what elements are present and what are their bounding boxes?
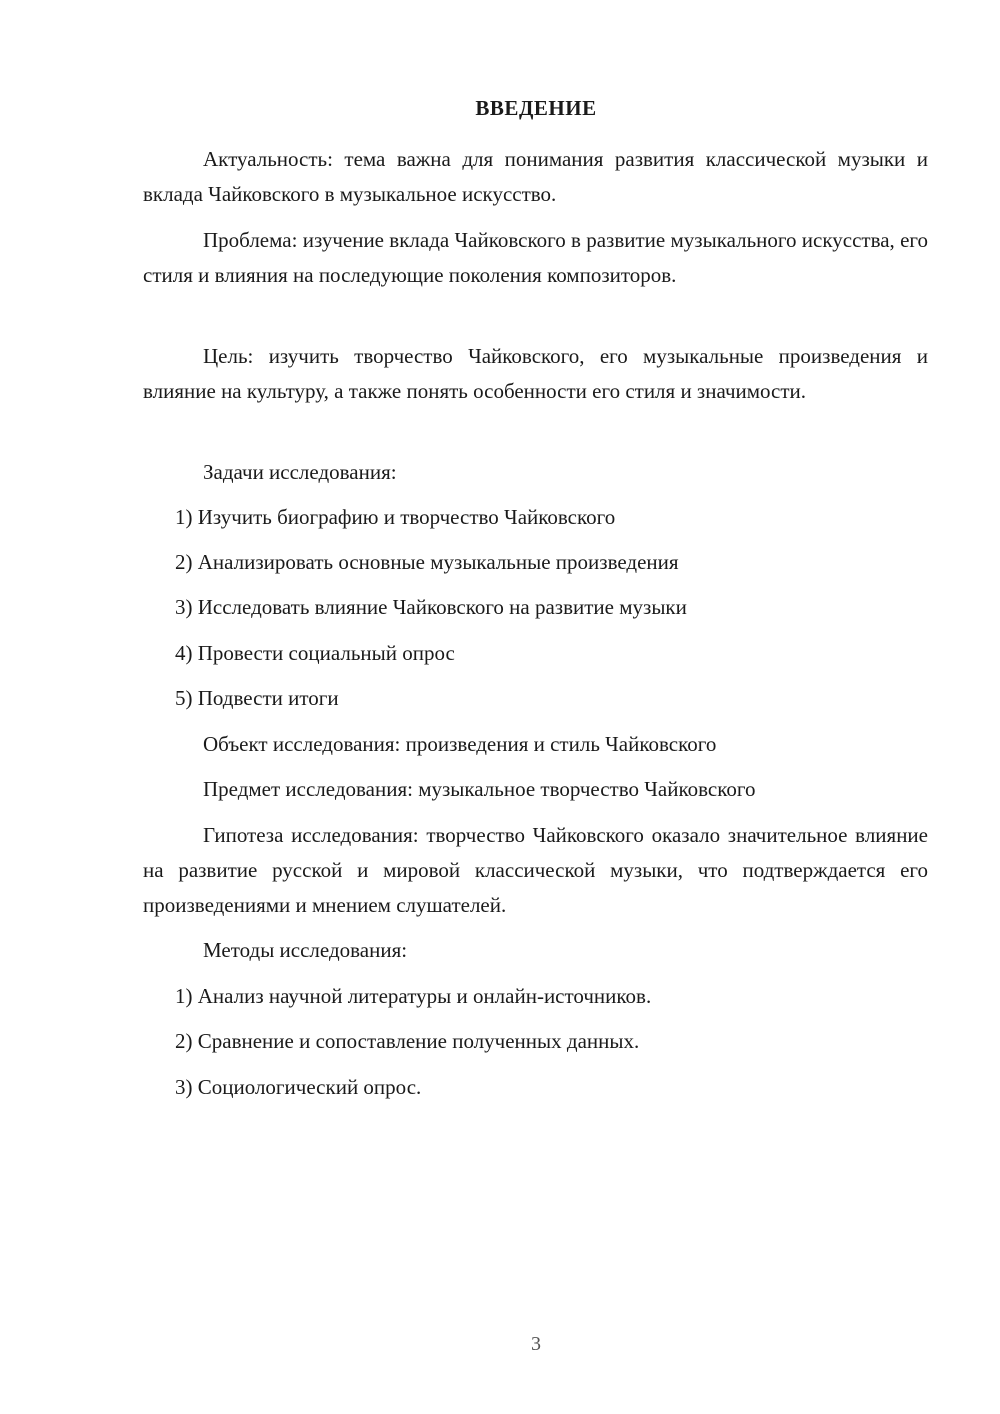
object-paragraph xyxy=(143,727,928,762)
goal-text: Цель: изучить творчество Чайковского, его музыкальные произведения и влияние на культуру, а также понять особенности его стиля и значимости. xyxy=(143,344,928,403)
goal-paragraph xyxy=(143,339,928,409)
task-item xyxy=(143,590,928,625)
page-number: 3 xyxy=(531,1333,541,1355)
hypothesis-text: Гипотеза исследования: творчество Чайковского оказало значительное влияние на развитие русской и мировой классической музыки, что подтверждается его произведениями и мнением слушателей. xyxy=(143,823,928,917)
hypothesis-paragraph xyxy=(143,818,928,923)
tasks-heading: Задачи исследования: xyxy=(203,460,397,484)
object-text: Объект исследования: произведения и стиль Чайковского xyxy=(203,732,717,756)
task-item-3: 3) Исследовать влияние Чайковского на развитие музыки xyxy=(175,595,687,619)
methods-heading: Методы исследования: xyxy=(203,938,408,962)
method-item-2: 2) Сравнение и сопоставление полученных данных. xyxy=(175,1029,640,1053)
method-item-1: 1) Анализ научной литературы и онлайн-источников. xyxy=(175,984,652,1008)
relevance-text: Актуальность: тема важна для понимания развития классической музыки и вклада Чайковского в музыкальное искусство. xyxy=(143,147,928,206)
tasks-section xyxy=(143,455,928,490)
task-item xyxy=(143,545,928,580)
subject-text: Предмет исследования: музыкальное творчество Чайковского xyxy=(203,777,756,801)
relevance-paragraph xyxy=(143,142,928,212)
task-item xyxy=(143,500,928,535)
task-item-5: 5) Подвести итоги xyxy=(175,686,339,710)
methods-section xyxy=(143,933,928,968)
task-item xyxy=(143,636,928,671)
page-title: ВВЕДЕНИЕ xyxy=(475,96,597,120)
task-item xyxy=(143,681,928,716)
method-item xyxy=(143,1024,928,1059)
problem-text: Проблема: изучение вклада Чайковского в развитие музыкального искусства, его стиля и влияния на последующие поколения композиторов. xyxy=(143,228,928,287)
task-item-1: 1) Изучить биографию и творчество Чайковского xyxy=(175,505,616,529)
method-item-3: 3) Социологический опрос. xyxy=(175,1075,422,1099)
method-item xyxy=(143,1070,928,1105)
task-item-2: 2) Анализировать основные музыкальные произведения xyxy=(175,550,679,574)
problem-paragraph xyxy=(143,223,928,293)
subject-paragraph xyxy=(143,772,928,807)
method-item xyxy=(143,979,928,1014)
task-item-4: 4) Провести социальный опрос xyxy=(175,641,455,665)
